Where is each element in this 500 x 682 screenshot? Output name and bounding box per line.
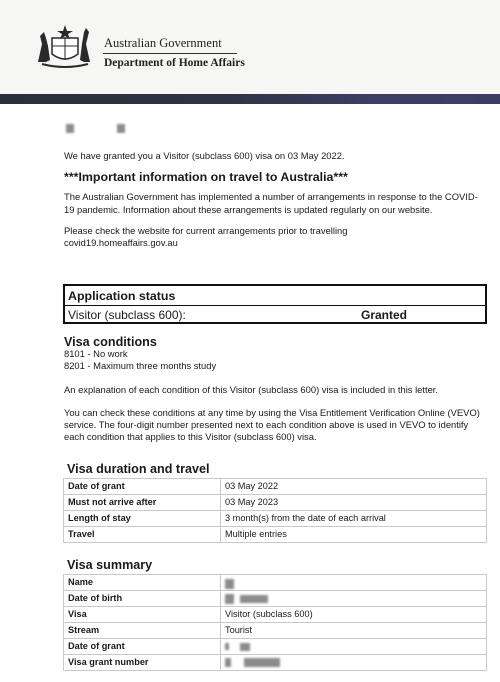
table-row xyxy=(64,623,487,639)
visa-conditions-title: Visa conditions xyxy=(64,335,157,349)
conditions-explanation: An explanation of each condition of this Visitor (subclass 600) visa is included in this letter. xyxy=(64,383,438,395)
important-heading: ***Important information on travel to Australia*** xyxy=(64,170,348,185)
website-link[interactable]: covid19.homeaffairs.gov.au xyxy=(64,237,178,249)
row-label: Travel xyxy=(64,527,221,543)
vevo-paragraph: You can check these conditions at any time by using the Visa Entitlement Verification Online (VEVO) service. The four-digit number presented next to each condition above is used in VEVO to identify each condition that applies to this Visitor (subclass 600) visa. xyxy=(64,406,480,443)
header-band xyxy=(0,94,500,104)
duration-table xyxy=(63,478,487,543)
row-label: Name xyxy=(64,575,221,591)
letter-body xyxy=(64,122,484,249)
application-status-title: Application status xyxy=(68,289,176,303)
row-label: Visa xyxy=(64,607,221,623)
table-row xyxy=(64,607,487,623)
duration-section xyxy=(63,460,487,543)
row-label: Date of birth xyxy=(64,591,221,607)
duration-title: Visa duration and travel xyxy=(67,462,210,476)
row-label: Must not arrive after xyxy=(64,495,221,511)
redacted-name xyxy=(64,122,484,134)
divider xyxy=(65,305,485,306)
visa-conditions-section xyxy=(64,336,484,443)
divider xyxy=(103,53,237,54)
row-value: Visitor (subclass 600) xyxy=(221,607,487,623)
redacted-value xyxy=(240,595,268,603)
redacted-value xyxy=(225,658,231,667)
redacted-value xyxy=(225,579,234,589)
summary-section xyxy=(63,556,487,671)
row-value: 03 May 2023 xyxy=(221,495,487,511)
condition-item: 8101 - No work xyxy=(64,348,128,360)
covid-paragraph: The Australian Government has implemented a number of arrangements in response to the COVID-19 pandemic. Information about these arrangements is updated regularly on our website. xyxy=(64,191,478,215)
row-value: 3 month(s) from the date of each arrival xyxy=(221,511,487,527)
department-name: Department of Home Affairs xyxy=(104,57,245,69)
government-name: Australian Government xyxy=(104,36,222,50)
table-row xyxy=(64,575,487,591)
redacted-value xyxy=(225,594,234,604)
visa-subclass-label: Visitor (subclass 600): xyxy=(68,308,186,322)
row-label: Date of grant xyxy=(64,479,221,495)
row-label: Length of stay xyxy=(64,511,221,527)
redacted-value xyxy=(244,658,280,667)
row-value xyxy=(221,655,487,671)
table-row xyxy=(64,511,487,527)
row-value: Multiple entries xyxy=(221,527,487,543)
granted-line: We have granted you a Visitor (subclass 600) visa on 03 May 2022. xyxy=(64,150,345,161)
row-value xyxy=(221,575,487,591)
row-label: Date of grant xyxy=(64,639,221,655)
row-value xyxy=(221,639,487,655)
redacted-value xyxy=(225,643,229,650)
summary-title: Visa summary xyxy=(67,558,153,572)
status-value: Granted xyxy=(361,308,408,322)
row-label: Visa grant number xyxy=(64,655,221,671)
condition-item: 8201 - Maximum three months study xyxy=(64,360,217,372)
table-row xyxy=(64,495,487,511)
table-row xyxy=(64,655,487,671)
summary-table xyxy=(63,574,487,671)
redacted-value xyxy=(240,643,250,651)
row-value xyxy=(221,591,487,607)
check-line: Please check the website for current arrangements prior to travelling xyxy=(64,224,348,236)
table-row xyxy=(64,639,487,655)
application-status-box xyxy=(63,284,487,324)
letterhead xyxy=(0,0,500,98)
table-row xyxy=(64,527,487,543)
table-row xyxy=(64,591,487,607)
coat-of-arms-logo xyxy=(34,22,96,70)
row-value: Tourist xyxy=(221,623,487,639)
row-value: 03 May 2022 xyxy=(221,479,487,495)
row-label: Stream xyxy=(64,623,221,639)
table-row xyxy=(64,479,487,495)
